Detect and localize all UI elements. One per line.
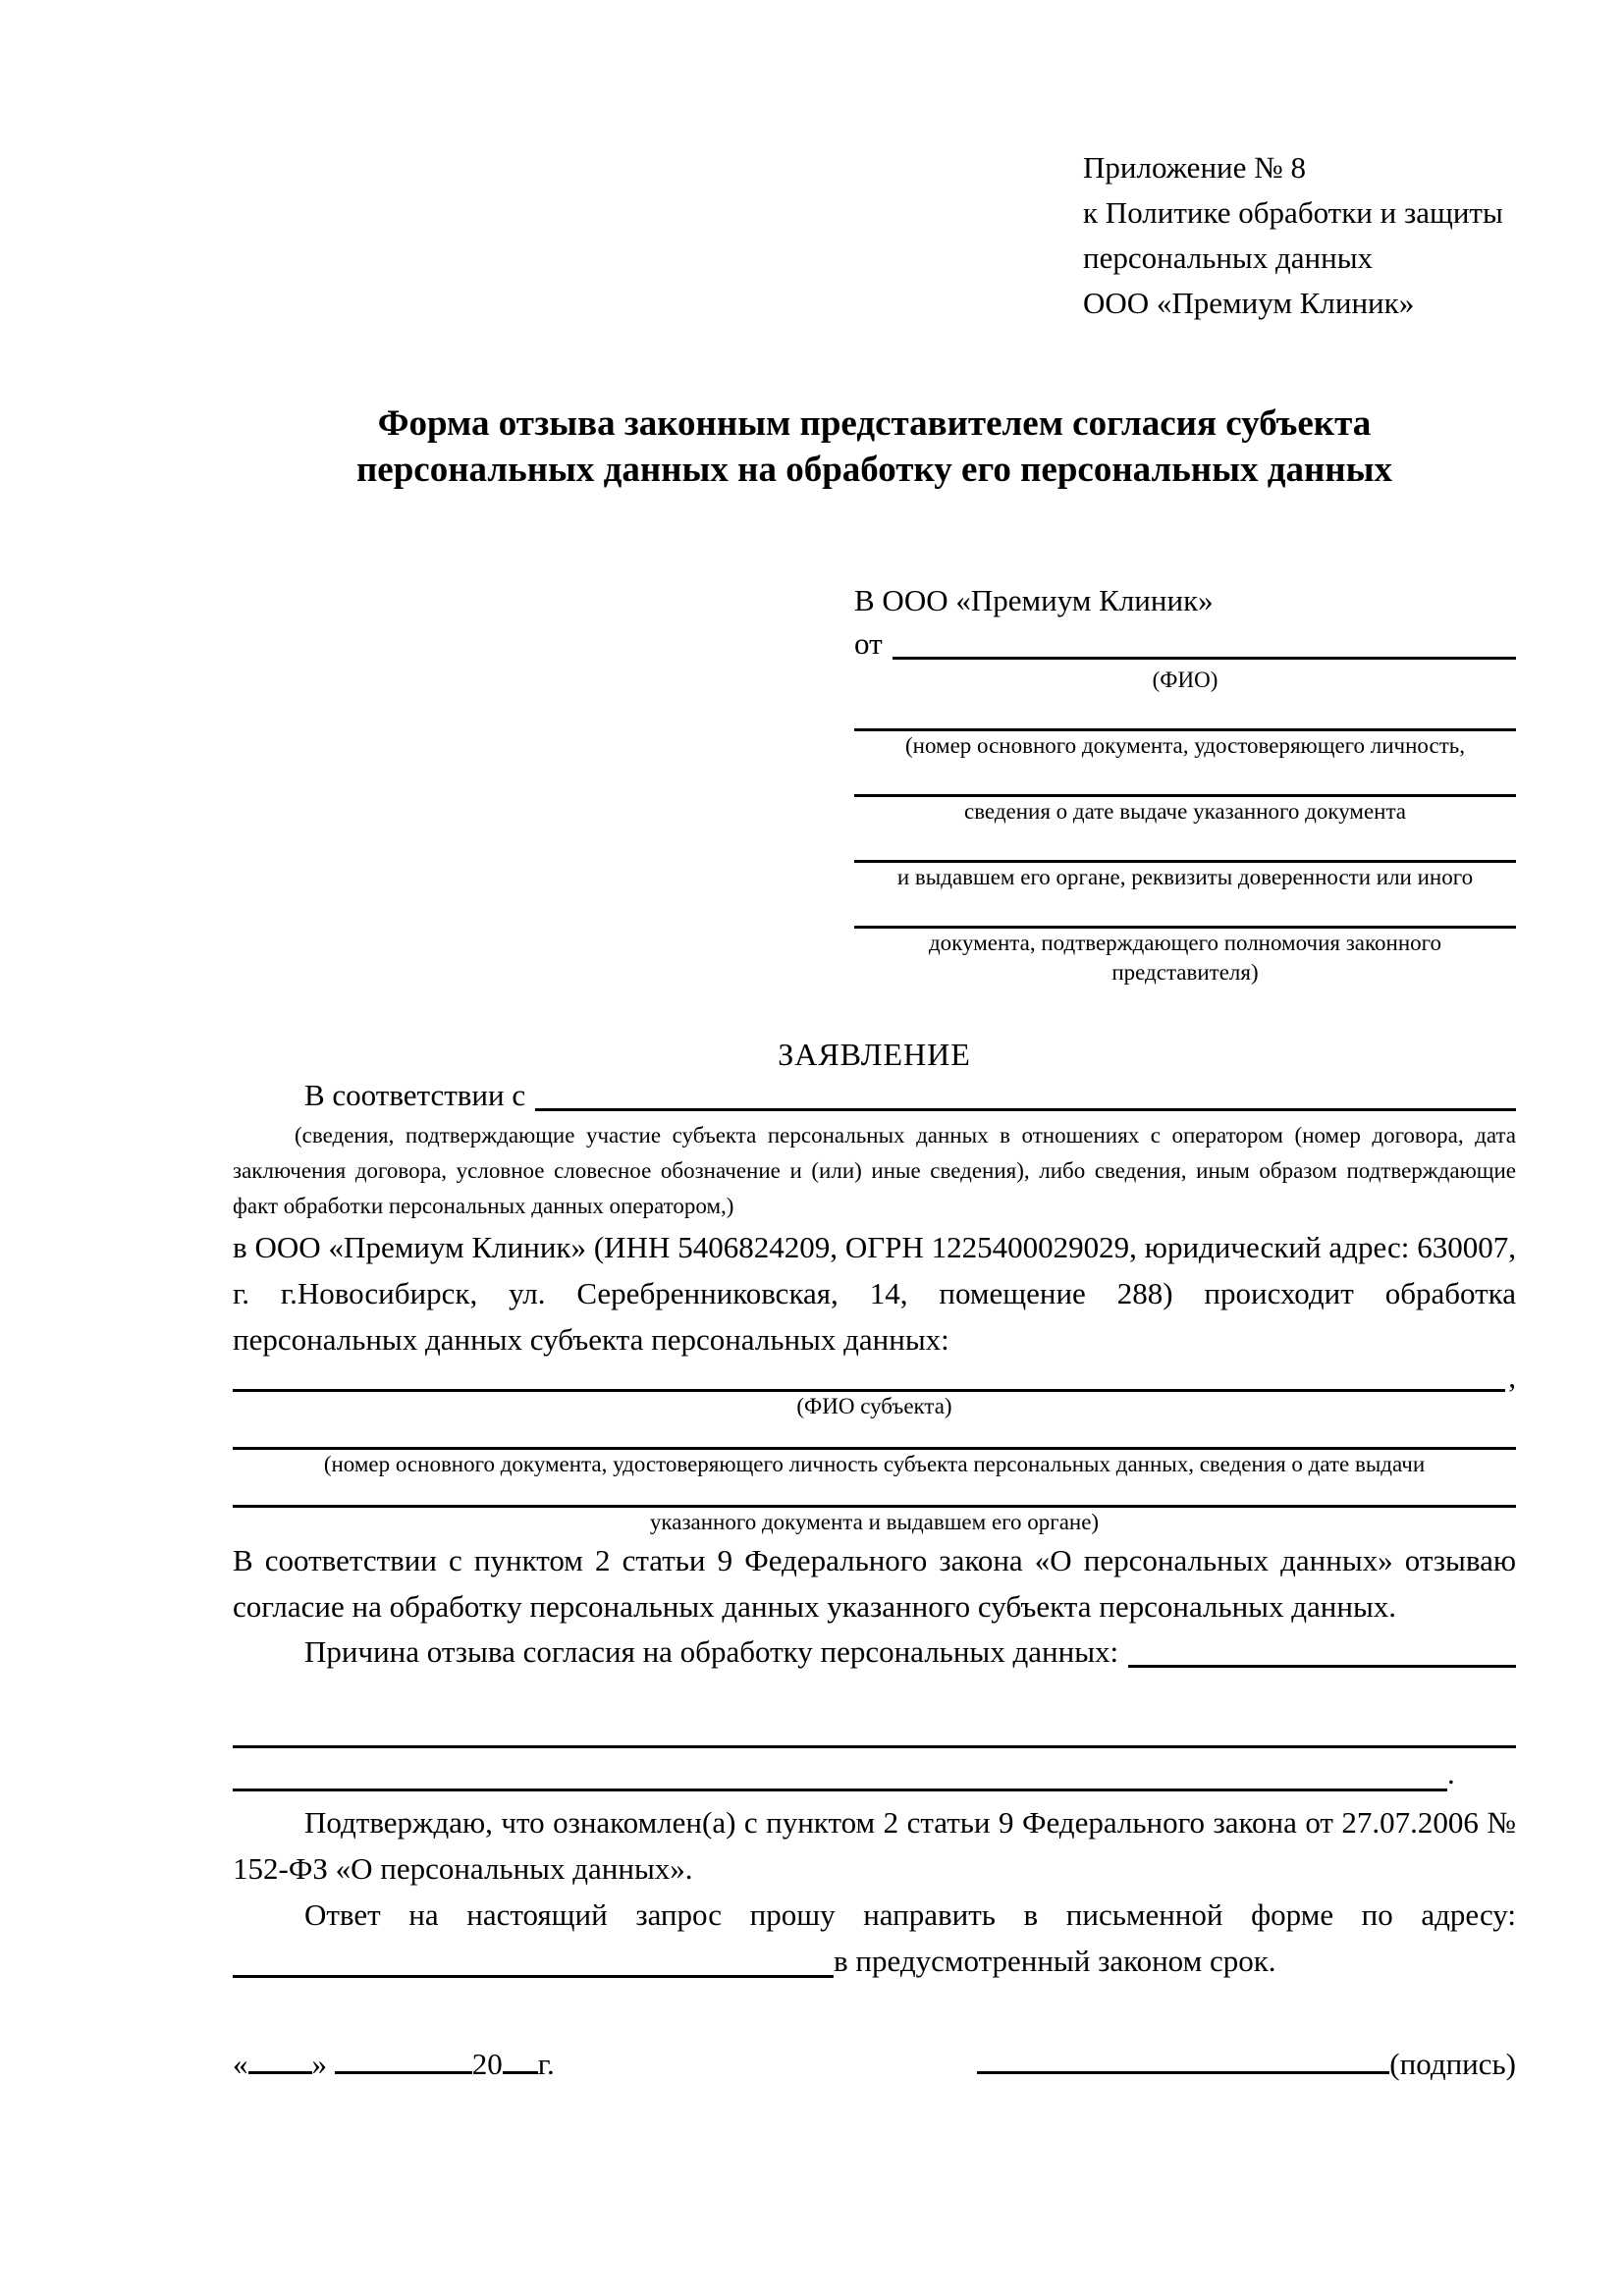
intro-caption: (сведения, подтверждающие участие субъекта персональных данных в отношениях с оператором (номер договора, дата заключения договора, условное словесное обозначение и (или) иные сведения), либо сведения, иным образом подтверждающие факт обработки персональных данных оператором,) [233,1123,1516,1218]
intro-label: В соответствии с [304,1078,526,1112]
representative-doc-blank-line-4 [854,892,1516,929]
date-year-blank [503,2041,538,2074]
document-title-line-1: Форма отзыва законным представителем согласия субъекта [377,403,1372,444]
date-day-blank [248,2041,312,2074]
confirm-paragraph: Подтверждаю, что ознакомлен(а) с пунктом 2 статьи 9 Федерального закона от 27.07.2006 № 152-ФЗ «О персональных данных». [233,1805,1516,1886]
reason-blank-line [1128,1629,1516,1668]
reply-address-blank-line [233,1938,834,1978]
reply-line: Ответ на настоящий запрос прошу направить в письменной форме по адресу: [304,1897,1516,1932]
from-label: от [854,626,883,661]
signature-blank-line [977,2041,1389,2074]
intro-blank-line [535,1073,1516,1111]
appendix-header [1083,145,1516,326]
reason-row [233,1629,1516,1675]
date-quote-close: » [311,2047,327,2081]
appendix-line-3: персональных данных [1083,240,1374,275]
withdraw-paragraph: В соответствии с пунктом 2 статьи 9 Федерального закона «О персональных данных» отзываю согласие на обработку персональных данных указанного субъекта персональных данных. [233,1543,1516,1624]
reason-extra-blank-line-1 [233,1716,1516,1748]
reason-period: . [1447,1756,1455,1790]
recipient-to: В ООО «Премиум Клиник» [854,583,1214,617]
representative-doc-caption-3: и выдавшем его органе, реквизиты доверенности или иного [896,865,1474,889]
fio-caption: (ФИО) [1152,667,1218,692]
representative-doc-caption-1: (номер основного документа, удостоверяющего личность, [904,733,1465,758]
appendix-line-2: к Политике обработки и защиты [1083,195,1503,230]
subject-fio-blank-line [233,1363,1505,1392]
operator-paragraph: в ООО «Премиум Клиник» (ИНН 5406824209, ОГРН 1225400029029, юридический адрес: 630007, г. г.Новосибирск, ул. Серебренниковская, 14, помещение 288) происходит обработка персональных данных субъекта персональных данных: [233,1230,1516,1357]
signature-caption: (подпись) [1389,2047,1516,2081]
representative-doc-blank-line-3 [854,827,1516,863]
date-year-suffix: г. [537,2047,555,2081]
from-row [854,622,1516,666]
document-title-line-2: персональных данных на обработку его персональных данных [355,450,1392,490]
representative-doc-caption-4: документа, подтверждающего полномочия законного представителя) [928,931,1441,985]
date-year-prefix: 20 [471,2047,503,2081]
recipient-block [854,579,1516,988]
document-title [233,400,1516,493]
representative-doc-caption-2: сведения о дате выдаче указанного документа [963,799,1407,824]
subject-fio-row [233,1362,1516,1392]
statement-heading: ЗАЯВЛЕНИЕ [778,1037,971,1072]
reason-extra-blank-line-2 [233,1759,1447,1791]
reply-address-row [233,1938,1516,1984]
representative-fio-blank-line [893,622,1516,660]
date-field [233,2041,555,2084]
footer-row [233,2041,1516,2084]
appendix-line-4: ООО «Премиум Клиник» [1083,286,1415,320]
subject-fio-comma: , [1508,1360,1516,1394]
date-month-blank [335,2041,472,2074]
reason-extra-row-2 [233,1756,1516,1791]
subject-doc-blank-line-2 [233,1479,1516,1508]
date-quote-open: « [233,2047,248,2081]
subject-fio-caption: (ФИО субъекта) [796,1394,952,1418]
subject-doc-blank-line-1 [233,1421,1516,1450]
appendix-line-1: Приложение № 8 [1083,150,1306,185]
intro-row [233,1073,1516,1118]
representative-doc-blank-line-1 [854,695,1516,731]
representative-doc-blank-line-2 [854,761,1516,797]
reply-suffix: в предусмотренный законом срок. [834,1944,1276,1978]
reason-label: Причина отзыва согласия на обработку персональных данных: [304,1634,1119,1669]
subject-doc-caption-1: (номер основного документа, удостоверяющего личность субъекта персональных данных, сведения о дате выдачи [323,1452,1426,1476]
subject-doc-caption-2: указанного документа и выдавшем его органе) [649,1510,1100,1534]
signature-field [977,2041,1516,2084]
